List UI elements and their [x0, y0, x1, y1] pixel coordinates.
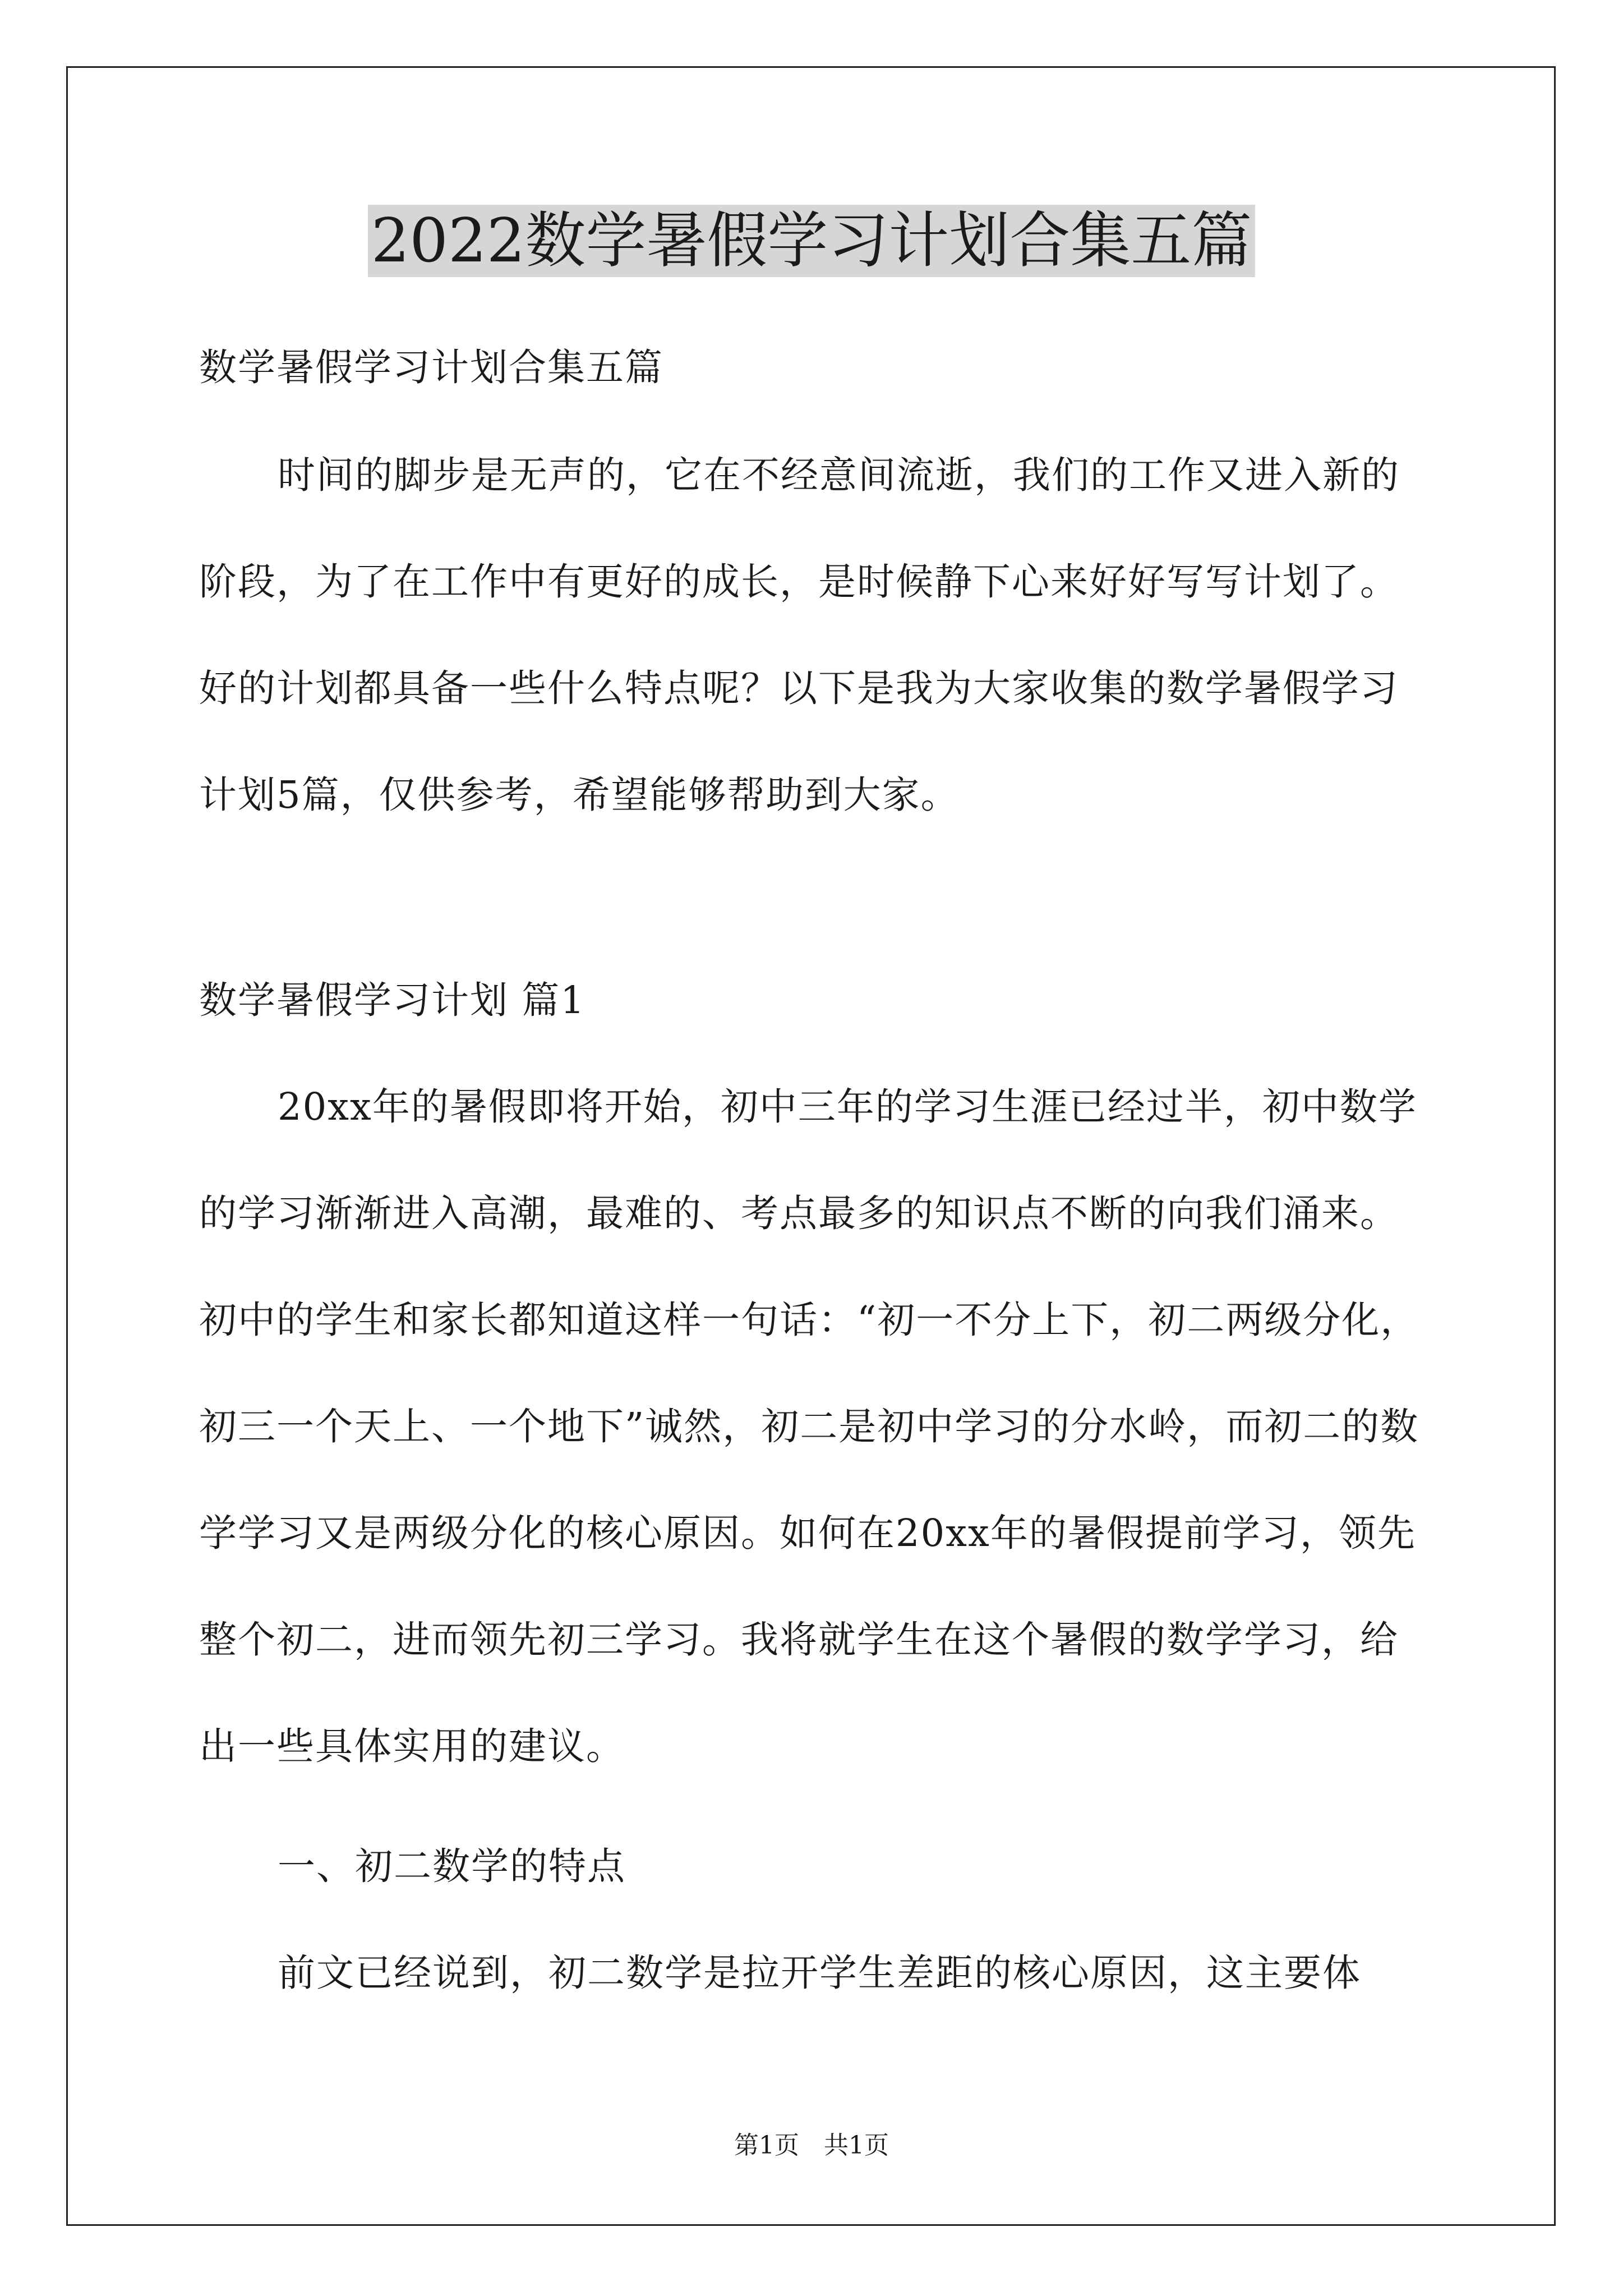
subheading-1: 一、初二数学的特点 — [278, 1844, 626, 1888]
document-subtitle: 数学暑假学习计划合集五篇 — [199, 346, 663, 389]
section-heading-1: 数学暑假学习计划 篇1 — [199, 978, 585, 1022]
section-1-paragraph: 20xx年的暑假即将开始，初中三年的学习生涯已经过半，初中数学的学习渐渐进入高潮，最难的、考点最多的知识点不断的向我们涌来。初中的学生和家长都知道这样一句话：“初一不分上下，初二两级分化，初三一个天上、一个地下”诚然，初二是初中学习的分水岭，而初二的数学学习又是两级分化的核心原因。如何在20xx年的暑假提前学习，领先整个初二，进而领先初三学习。我将就学生在这个暑假的数学学习，给出一些具体实用的建议。 — [199, 1085, 1419, 1768]
document-title — [0, 199, 1623, 283]
intro-paragraph: 时间的脚步是无声的，它在不经意间流逝，我们的工作又进入新的阶段，为了在工作中有更好的成长，是时候静下心来好好写写计划了。好的计划都具备一些什么特点呢？以下是我为大家收集的数学暑假学习计划5篇，仅供参考，希望能够帮助到大家。 — [199, 453, 1400, 817]
section-1-paragraph-2: 前文已经说到，初二数学是拉开学生差距的核心原因，这主要体 — [278, 1951, 1361, 1995]
page-footer: 第1页 共1页 — [734, 2131, 889, 2160]
document-title-text: 2022数学暑假学习计划合集五篇 — [368, 205, 1256, 277]
